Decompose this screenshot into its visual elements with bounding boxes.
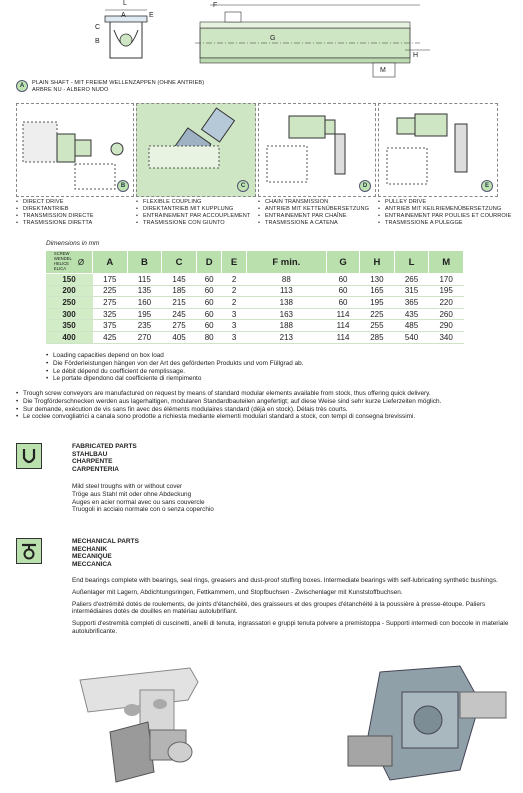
column-header: B [127, 251, 162, 274]
note-line: • Sur demande, exécution de vis sans fin avec des éléments modulaires standard (déjà en stock). Délais très courts. [16, 406, 516, 414]
drive-caption-b [16, 199, 134, 227]
direct-drive-drawing [17, 104, 133, 196]
screw-size-cell: 250 [46, 297, 93, 309]
intermediate-bearing-photo [70, 660, 220, 788]
drive-caption-line: • ENTRAINEMENT PAR CHAÎNE [258, 213, 380, 220]
column-header: D [196, 251, 222, 274]
section-title-line: MECANIQUE [72, 553, 112, 561]
dim-label-b: B [95, 38, 100, 45]
note-line: • Le débit dépend du coefficient de remplissage. [46, 368, 486, 376]
dimension-cell: 435 [394, 308, 429, 320]
section-title-line: CARPENTERIA [72, 465, 119, 473]
note-line: • Trough screw conveyors are manufactured on request by means of standard modular elements available from stock, thus offering quick delivery. [16, 390, 516, 398]
column-header: G [327, 251, 360, 274]
column-header: A [93, 251, 128, 274]
section-text-line: Mild steel troughs with or without cover [72, 483, 183, 490]
dim-label-g: G [270, 35, 276, 42]
dimension-cell: 114 [327, 331, 360, 343]
screw-size-cell: 400 [46, 331, 93, 343]
section-text-line: Auges en acier normal avec ou sans couvercle [72, 498, 205, 506]
screw-size-cell: 350 [46, 320, 93, 332]
badge-b: B [117, 180, 129, 192]
note-line: • Le coclee convogliatrici a canala sono prodotte a richiesta mediante elementi modulari standard a stock, con tempi di consegna brevissimi. [16, 413, 516, 421]
note-line: • Die Förderleistungen hängen von der Art des geförderten Produkts und vom Füllgrad ab. [46, 360, 486, 368]
dimension-cell: 2 [222, 274, 246, 286]
table-row [46, 297, 464, 309]
dimension-cell: 175 [93, 274, 128, 286]
dimension-cell: 195 [429, 285, 464, 297]
bearing-icon [16, 538, 42, 564]
drive-caption-line: • FLEXIBLE COUPLING [136, 199, 258, 206]
dimension-cell: 60 [196, 285, 222, 297]
dimension-cell: 113 [246, 285, 326, 297]
section-title-line: MECCANICA [72, 560, 112, 568]
dimension-cell: 315 [394, 285, 429, 297]
column-header: H [360, 251, 395, 274]
dimension-cell: 145 [162, 274, 197, 286]
dimension-cell: 285 [360, 331, 395, 343]
dimension-cell: 213 [246, 331, 326, 343]
dimension-cell: 215 [162, 297, 197, 309]
top-drawing [85, 0, 435, 80]
load-notes [46, 352, 486, 383]
drive-caption-line: • ENTRAINEMENT PAR POULIES ET COURROIE [378, 213, 520, 220]
drive-caption-line: • DIRECT DRIVE [16, 199, 134, 206]
screw-size-cell: 200 [46, 285, 93, 297]
dim-label-f: F [213, 2, 218, 9]
drive-caption-line: • CHAIN TRANSMISSION [258, 199, 380, 206]
dimension-cell: 88 [246, 274, 326, 286]
section-text-line: Tröge aus Stahl mit oder ohne Abdeckung [72, 490, 192, 498]
dimension-cell: 163 [246, 308, 326, 320]
dimension-cell: 275 [93, 297, 128, 309]
dimension-cell: 60 [196, 308, 222, 320]
corner-label: HELICE [53, 261, 70, 266]
dimension-cell: 195 [360, 297, 395, 309]
table-corner-cell [46, 251, 93, 274]
badge-d: D [359, 180, 371, 192]
note-line: • Loading capacities depend on box load [46, 352, 486, 360]
corner-label: ELICA [53, 265, 67, 271]
section-text-para: Außenlager mit Lagern, Abdichtungsringen, Fettkammern, und Stopfbuchsen - Zwischenlager mit Kunststoffbuchsen. [72, 588, 403, 596]
drive-drawing-b [16, 103, 134, 197]
plain-shaft-caption-line: PLAIN SHAFT - MIT FREIEM WELLENZAPPEN (OHNE ANTRIEB) [32, 80, 205, 86]
drive-drawing-e [378, 103, 498, 197]
pulley-drive-drawing [379, 104, 497, 196]
dimension-cell: 3 [222, 308, 246, 320]
dimensions-table [45, 250, 464, 344]
column-header: M [429, 251, 464, 274]
drive-caption-line: • DIREKTANTRIEB [16, 206, 134, 213]
dimension-cell: 60 [327, 297, 360, 309]
corner-label: SCREW [53, 251, 70, 257]
dimension-cell: 115 [127, 274, 162, 286]
dimension-cell: 270 [127, 331, 162, 343]
section-title-line: MECHANIK [72, 545, 108, 553]
badge-e: E [481, 180, 493, 192]
table-row [46, 274, 464, 286]
dimension-cell: 220 [429, 297, 464, 309]
dim-label-l: L [123, 0, 127, 7]
dimension-cell: 325 [93, 308, 128, 320]
mechanical-parts-text [72, 577, 512, 636]
dimension-cell: 540 [394, 331, 429, 343]
dimension-cell: 160 [127, 297, 162, 309]
table-caption: Dimensions in mm [46, 240, 100, 247]
end-bearing-photo [340, 662, 516, 788]
drive-caption-line: • PULLEY DRIVE [378, 199, 520, 206]
table-row [46, 331, 464, 343]
dimension-cell: 60 [196, 297, 222, 309]
drive-caption-d [258, 199, 380, 227]
drive-drawing-d [258, 103, 376, 197]
drive-caption-line: • ANTRIEB MIT KETTENÜBERSETZUNG [258, 206, 380, 213]
dimension-cell: 235 [127, 320, 162, 332]
dimension-cell: 375 [93, 320, 128, 332]
dimension-cell: 275 [162, 320, 197, 332]
dimension-cell: 188 [246, 320, 326, 332]
drive-caption-line: • DIREKTANTRIEB MIT KUPPLUNG [136, 206, 258, 213]
dim-label-e: E [149, 12, 154, 19]
dimension-cell: 255 [360, 320, 395, 332]
section-text-para: Supporti d'estremità completi di cuscinetti, anelli di tenuta, ingrassatori e gruppi tenuta polvere a premistoppa - Supporti intermedi con boccole in materiale autolubrificante. [72, 620, 509, 635]
dimension-cell: 2 [222, 285, 246, 297]
drive-caption-line: • TRASMISSIONE A PULEGGE [378, 220, 520, 227]
drive-caption-line: • TRANSMISSION DIRECTE [16, 213, 134, 220]
dimension-cell: 80 [196, 331, 222, 343]
table-row [46, 308, 464, 320]
dim-label-m: M [380, 67, 386, 74]
column-header: C [162, 251, 197, 274]
dim-label-c: C [95, 24, 101, 31]
dimension-cell: 245 [162, 308, 197, 320]
diameter-symbol: Ø [77, 257, 85, 267]
dimension-cell: 170 [429, 274, 464, 286]
chain-transmission-drawing [259, 104, 375, 196]
dim-label-a: A [121, 12, 126, 19]
fabricated-parts-title [72, 443, 137, 473]
dimension-cell: 265 [394, 274, 429, 286]
corner-label: WENDEL [53, 256, 72, 262]
dimension-cell: 165 [360, 285, 395, 297]
screw-size-cell: 300 [46, 308, 93, 320]
trough-icon [16, 443, 42, 469]
dimension-cell: 195 [127, 308, 162, 320]
dimension-cell: 60 [196, 274, 222, 286]
dimension-cell: 485 [394, 320, 429, 332]
drive-caption-e [378, 199, 520, 227]
dimension-cell: 340 [429, 331, 464, 343]
dimension-cell: 114 [327, 320, 360, 332]
dimension-cell: 225 [360, 308, 395, 320]
column-header: L [394, 251, 429, 274]
drive-caption-line: • TRASMISSIONE DIRETTA [16, 220, 134, 227]
dimension-cell: 138 [246, 297, 326, 309]
section-title-line: STAHLBAU [72, 450, 108, 458]
column-header: E [222, 251, 246, 274]
plain-shaft-caption-line: ARBRE NU - ALBERO NUDO [32, 87, 109, 93]
dimension-cell: 130 [360, 274, 395, 286]
plain-shaft-caption [32, 80, 332, 94]
dimension-cell: 365 [394, 297, 429, 309]
dimension-cell: 60 [196, 320, 222, 332]
table-header-row [46, 251, 464, 274]
note-line: • Die Trogförderschnecken werden aus lagerhaltigen, modularen Standardbauteilen angefertigt; auf diese Weise sind sehr kurze Lieferzeiten möglich. [16, 398, 516, 406]
dimension-cell: 114 [327, 308, 360, 320]
table-row [46, 320, 464, 332]
dimension-cell: 405 [162, 331, 197, 343]
badge-c: C [237, 180, 249, 192]
section-title-line: CHARPENTE [72, 458, 113, 466]
section-text-para: End bearings complete with bearings, seal rings, greasers and dust-proof stuffing boxes. Intermediate bearings with self-lubricating synthetic bushings. [72, 577, 498, 584]
dimension-cell: 260 [429, 308, 464, 320]
dimension-cell: 425 [93, 331, 128, 343]
drive-drawing-c [136, 103, 256, 197]
section-text-para: Paliers d'extrémité dotés de roulements, de joints d'étanchéité, des graisseurs et des groupes d'étanchéité à la poussière à presse-étoupe. Paliers intermédiaires dotés de douilles en matériau autolubrifiant. [72, 600, 486, 616]
drive-caption-line: • TRASMISSIONE A CATENA [258, 220, 380, 227]
drive-caption-line: • ANTRIEB MIT KEILRIEMENÜBERSETZUNG [378, 206, 520, 213]
drive-caption-line: • TRASMISSIONE CON GIUNTO [136, 220, 258, 227]
section-text-line: Truogoli in acciaio normale con o senza coperchio [72, 506, 214, 514]
screw-size-cell: 150 [46, 274, 93, 286]
dimension-cell: 225 [93, 285, 128, 297]
fabricated-parts-text [72, 483, 472, 514]
section-title-line: MECHANICAL PARTS [72, 538, 139, 545]
dimension-cell: 60 [327, 285, 360, 297]
drive-caption-line: • ENTRAINEMENT PAR ACCOUPLEMENT [136, 213, 258, 220]
dimension-cell: 3 [222, 320, 246, 332]
mechanical-parts-title [72, 538, 139, 568]
dimension-cell: 3 [222, 331, 246, 343]
dim-label-h: H [413, 52, 419, 59]
drive-caption-c [136, 199, 258, 227]
table-row [46, 285, 464, 297]
dimension-cell: 2 [222, 297, 246, 309]
column-header: F min. [246, 251, 326, 274]
badge-a: A [16, 80, 28, 92]
dimension-cell: 60 [327, 274, 360, 286]
note-line: • Le portate dipendono dal coefficiente di riempimento [46, 375, 486, 383]
dimension-cell: 185 [162, 285, 197, 297]
modular-notes [16, 390, 516, 421]
section-title-line: FABRICATED PARTS [72, 443, 137, 450]
dimension-cell: 290 [429, 320, 464, 332]
dimension-cell: 135 [127, 285, 162, 297]
